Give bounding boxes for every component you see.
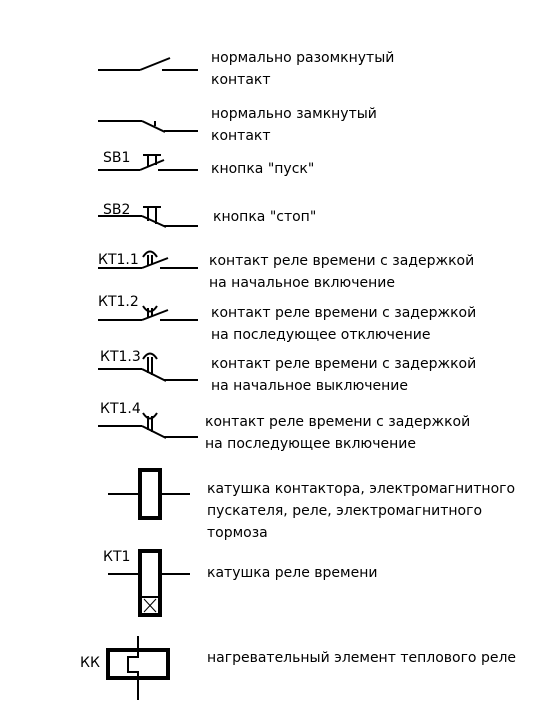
desc-timer-contact-1 <box>209 250 474 294</box>
tag-kk: КК <box>80 655 100 671</box>
desc-line: катушка контактора, электромагнитного <box>207 481 516 497</box>
tag-kt13: КТ1.3 <box>100 349 141 365</box>
desc-stop-button <box>213 206 316 228</box>
desc-line: тормоза <box>207 525 268 541</box>
normally-open-contact-symbol <box>98 58 198 70</box>
desc-line: на последующее отключение <box>211 327 431 343</box>
desc-line: кнопка "стоп" <box>213 209 317 225</box>
tag-kt11: КТ1.1 <box>98 252 139 268</box>
desc-line: контакт реле времени с задержкой <box>211 356 477 372</box>
desc-timer-contact-4 <box>205 411 470 455</box>
desc-start-button <box>211 158 314 180</box>
contactor-coil-symbol <box>108 470 190 518</box>
desc-line: на последующее включение <box>205 436 416 452</box>
desc-contactor-coil <box>207 478 515 544</box>
desc-timer-contact-2 <box>211 302 476 346</box>
tag-kt1: КТ1 <box>103 549 131 565</box>
desc-line: нагревательный элемент теплового реле <box>207 650 517 666</box>
thermal-relay-heater-symbol <box>108 636 168 700</box>
desc-line: контакт <box>211 72 271 88</box>
desc-line: катушка реле времени <box>207 565 378 581</box>
desc-timer-contact-3 <box>211 353 476 397</box>
desc-line: контакт реле времени с задержкой <box>205 414 471 430</box>
desc-line: контакт <box>211 128 271 144</box>
desc-line: пускателя, реле, электромагнитного <box>207 503 483 519</box>
tag-sb1: SB1 <box>103 150 131 166</box>
desc-thermal-relay-heater <box>207 647 516 669</box>
desc-line: контакт реле времени с задержкой <box>211 305 477 321</box>
desc-timer-relay-coil <box>207 562 377 584</box>
desc-line: нормально замкнутый <box>211 106 377 122</box>
desc-line: контакт реле времени с задержкой <box>209 253 475 269</box>
desc-line: на начальное выключение <box>211 378 408 394</box>
normally-closed-contact-symbol <box>98 121 198 132</box>
tag-kt12: КТ1.2 <box>98 294 139 310</box>
desc-normally-closed-contact <box>211 103 377 147</box>
desc-line: на начальное включение <box>209 275 395 291</box>
desc-normally-open-contact <box>211 47 394 91</box>
desc-line: нормально разомкнутый <box>211 50 395 66</box>
desc-line: кнопка "пуск" <box>211 161 315 177</box>
tag-kt14: КТ1.4 <box>100 401 141 417</box>
tag-sb2: SB2 <box>103 202 131 218</box>
